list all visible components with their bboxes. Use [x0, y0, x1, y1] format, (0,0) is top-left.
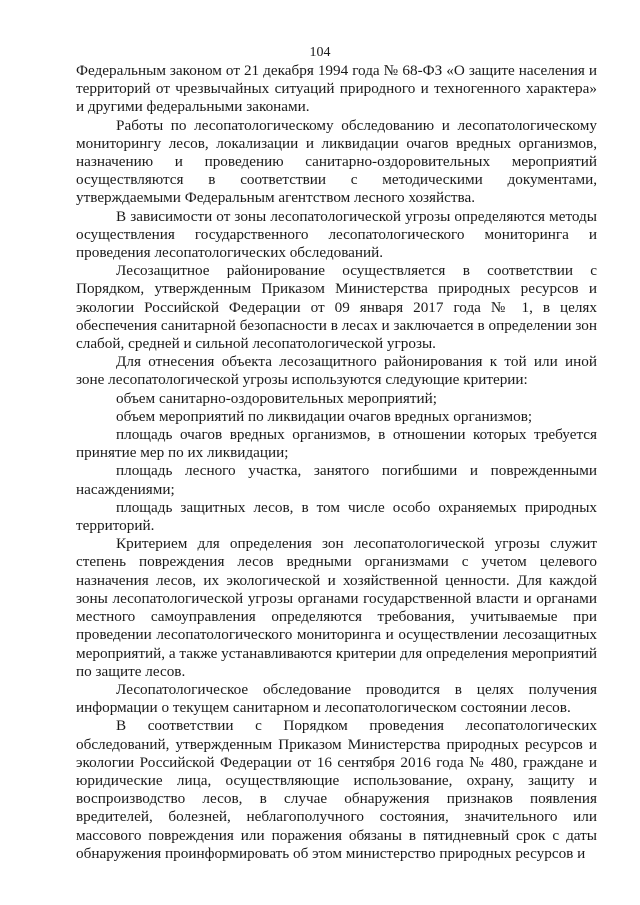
- criterion-item: площадь очагов вредных организмов, в отношении которых требуется принятие мер по их ликвидации;: [76, 426, 597, 462]
- criterion-item: площадь лесного участка, занятого погибшими и поврежденными насаждениями;: [76, 462, 597, 498]
- paragraph-survey-order: В соответствии с Порядком проведения лесопатологических обследований, утвержденным Приказом Министерства природных ресурсов и экологии Российской Федерации от 16 сентября 2016 года № 480, граждане и юридические лица, осуществляющие использование, охрану, защиту и воспроизводство лесов, в случае обнаружения признаков появления вредителей, болезней, неблагополучного состояния, значительного или массового повреждения или поражения обязаны в пятидневный срок с даты обнаружения проинформировать об этом министерство природных ресурсов и: [76, 717, 597, 862]
- paragraph-threat-criterion: Критерием для определения зон лесопатологической угрозы служит степень повреждения лесов вредными организмами с учетом целевого назначения лесов, их экологической и хозяйственной ценности. Для каждой зоны лесопатологической угрозы органами государственной власти и органами местного самоуправления определяются требования, учитываемые при проведении лесопатологического мониторинга и осуществлении лесозащитных мероприятий, а также устанавливаются критерии для определения мероприятий по защите лесов.: [76, 535, 597, 680]
- criterion-item: площадь защитных лесов, в том числе особо охраняемых природных территорий.: [76, 498, 597, 535]
- paragraph-forest-pathology-works: Работы по лесопатологическому обследованию и лесопатологическому мониторингу лесов, локализации и ликвидации очагов вредных организмов, назначению и проведению санитарно-оздоровительных мероприятий осуществляются в соответствии с методическими документами, утверждаемыми Федеральным агентством лесного хозяйства.: [76, 116, 597, 207]
- criterion-item: объем санитарно-оздоровительных мероприятий;: [116, 389, 438, 407]
- paragraph-criteria-intro: Для отнесения объекта лесозащитного районирования к той или иной зоне лесопатологической угрозы используются следующие критерии:: [76, 353, 597, 389]
- page-number: 104: [309, 45, 331, 60]
- paragraph-zoning-order: Лесозащитное районирование осуществляется в соответствии с Порядком, утвержденным Приказом Министерства природных ресурсов и экологии Российской Федерации от 09 января 2017 года № 1, в целях обеспечения санитарной безопасности в лесах и заключается в определении зон слабой, средней и сильной лесопатологической угрозы.: [76, 262, 597, 353]
- paragraph-threat-zone-methods: В зависимости от зоны лесопатологической угрозы определяются методы осуществления государственного лесопатологического мониторинга и проведения лесопатологических обследований.: [76, 207, 597, 262]
- paragraph-continuation: Федеральным законом от 21 декабря 1994 года № 68-ФЗ «О защите населения и территорий от чрезвычайных ситуаций природного и техногенного характера» и другими федеральными законами.: [76, 62, 597, 116]
- criterion-item: объем мероприятий по ликвидации очагов вредных организмов;: [116, 407, 533, 425]
- document-body: [76, 62, 597, 863]
- paragraph-survey-purpose: Лесопатологическое обследование проводится в целях получения информации о текущем санитарном и лесопатологическом состоянии лесов.: [76, 680, 597, 717]
